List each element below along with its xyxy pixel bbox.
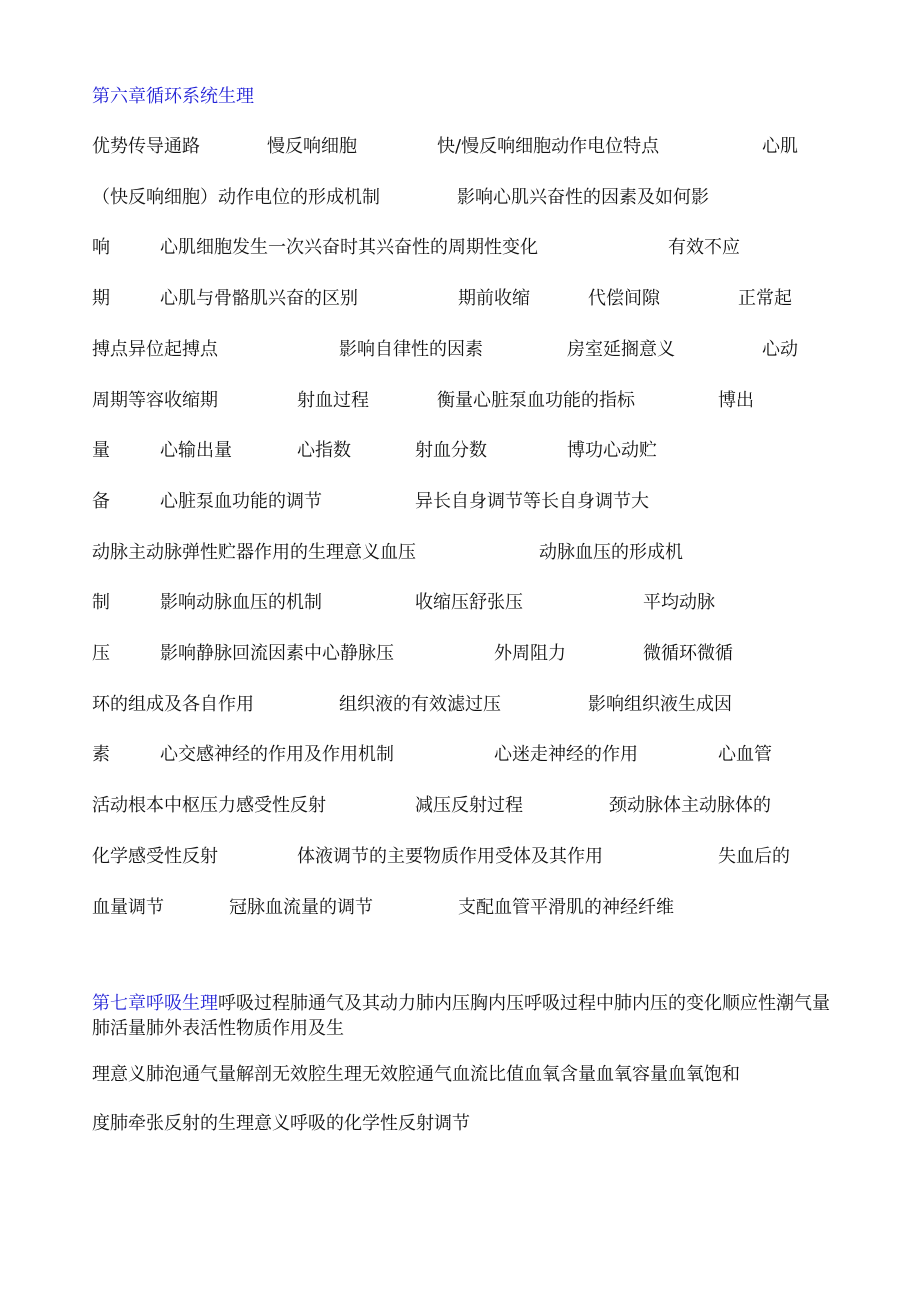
term: 心血管 <box>718 744 772 765</box>
term: 有效不应 <box>668 237 740 258</box>
term: 周期等容收缩期 <box>92 390 218 411</box>
chapter6-line <box>92 692 832 718</box>
term: 活动根本中枢压力感受性反射 <box>92 795 326 816</box>
term: 减压反射过程 <box>415 795 523 816</box>
chapter7-intro-paragraph <box>92 991 832 1041</box>
term: 射血过程 <box>297 390 369 411</box>
chapter6-line <box>92 185 832 211</box>
term: 响 <box>92 237 110 258</box>
term: 心迷走神经的作用 <box>494 744 638 765</box>
term: 影响静脉回流因素中心静脉压 <box>160 643 394 664</box>
term: 心肌细胞发生一次兴奋时其兴奋性的周期性变化 <box>160 237 538 258</box>
term: 平均动脉 <box>643 592 715 613</box>
term: 心交感神经的作用及作用机制 <box>160 744 394 765</box>
chapter6-line <box>92 540 832 566</box>
term: 影响组织液生成因 <box>588 694 732 715</box>
term: 快/慢反响细胞动作电位特点 <box>437 136 660 157</box>
term: 影响自律性的因素 <box>339 339 483 360</box>
term: 房室延搁意义 <box>567 339 675 360</box>
term: 压 <box>92 643 110 664</box>
term: 代偿间隙 <box>588 288 660 309</box>
term: 化学感受性反射 <box>92 846 218 867</box>
term: 素 <box>92 744 110 765</box>
term: 正常起 <box>738 288 792 309</box>
term: 量 <box>92 440 110 461</box>
term: 体液调节的主要物质作用受体及其作用 <box>297 846 603 867</box>
term: 收缩压舒张压 <box>415 592 523 613</box>
term: 优势传导通路 <box>92 136 200 157</box>
chapter6-title: 第六章循环系统生理 <box>92 86 254 107</box>
term: 心脏泵血功能的调节 <box>160 491 322 512</box>
term: 心指数 <box>297 440 351 461</box>
term: 期 <box>92 288 110 309</box>
term: 博出 <box>718 390 754 411</box>
chapter6-line <box>92 286 832 312</box>
chapter7-title: 第七章呼吸生理 <box>92 993 218 1014</box>
chapter7-intro-text: 呼吸过程肺通气及其动力肺内压胸内压呼吸过程中肺内压的变化顺应性潮气量肺活量肺外表活性物质作用及生 <box>92 993 830 1039</box>
term: 影响动脉血压的机制 <box>160 592 322 613</box>
chapter6-line <box>92 641 832 667</box>
term: 心动 <box>762 339 798 360</box>
term: 射血分数 <box>415 440 487 461</box>
chapter6-line <box>92 337 832 363</box>
term: 冠脉血流量的调节 <box>229 897 373 918</box>
chapter6-line <box>92 590 832 616</box>
term: 动脉血压的形成机 <box>539 542 683 563</box>
chapter6-line <box>92 388 832 414</box>
term: 心输出量 <box>160 440 232 461</box>
term: 失血后的 <box>718 846 790 867</box>
term: 搏点异位起搏点 <box>92 339 218 360</box>
chapter6-line <box>92 134 832 160</box>
term: 组织液的有效滤过压 <box>339 694 501 715</box>
chapter6-line <box>92 895 832 921</box>
term: 异长自身调节等长自身调节大 <box>415 491 649 512</box>
term: 支配血管平滑肌的神经纤维 <box>458 897 674 918</box>
term: 制 <box>92 592 110 613</box>
term: 期前收缩 <box>458 288 530 309</box>
term: 备 <box>92 491 110 512</box>
term: 微循环微循 <box>643 643 733 664</box>
chapter6-line <box>92 489 832 515</box>
term: 衡量心脏泵血功能的指标 <box>437 390 635 411</box>
chapter6-line <box>92 844 832 870</box>
term: 动脉主动脉弹性贮器作用的生理意义血压 <box>92 542 416 563</box>
term: 心肌与骨骼肌兴奋的区别 <box>160 288 358 309</box>
term: （快反响细胞）动作电位的形成机制 <box>92 187 380 208</box>
term: 血量调节 <box>92 897 164 918</box>
chapter6-line <box>92 793 832 819</box>
term: 影响心肌兴奋性的因素及如何影 <box>457 187 709 208</box>
term: 环的组成及各自作用 <box>92 694 254 715</box>
term: 心肌 <box>762 136 798 157</box>
term: 博功心动贮 <box>567 440 657 461</box>
chapter7-line: 度肺牵张反射的生理意义呼吸的化学性反射调节 <box>92 1113 470 1134</box>
term: 外周阻力 <box>494 643 566 664</box>
chapter6-line <box>92 438 832 464</box>
term: 颈动脉体主动脉体的 <box>609 795 771 816</box>
chapter7-line: 理意义肺泡通气量解剖无效腔生理无效腔通气血流比值血氧含量血氧容量血氧饱和 <box>92 1064 740 1085</box>
term: 慢反响细胞 <box>267 136 357 157</box>
chapter6-line <box>92 235 832 261</box>
chapter6-line <box>92 742 832 768</box>
